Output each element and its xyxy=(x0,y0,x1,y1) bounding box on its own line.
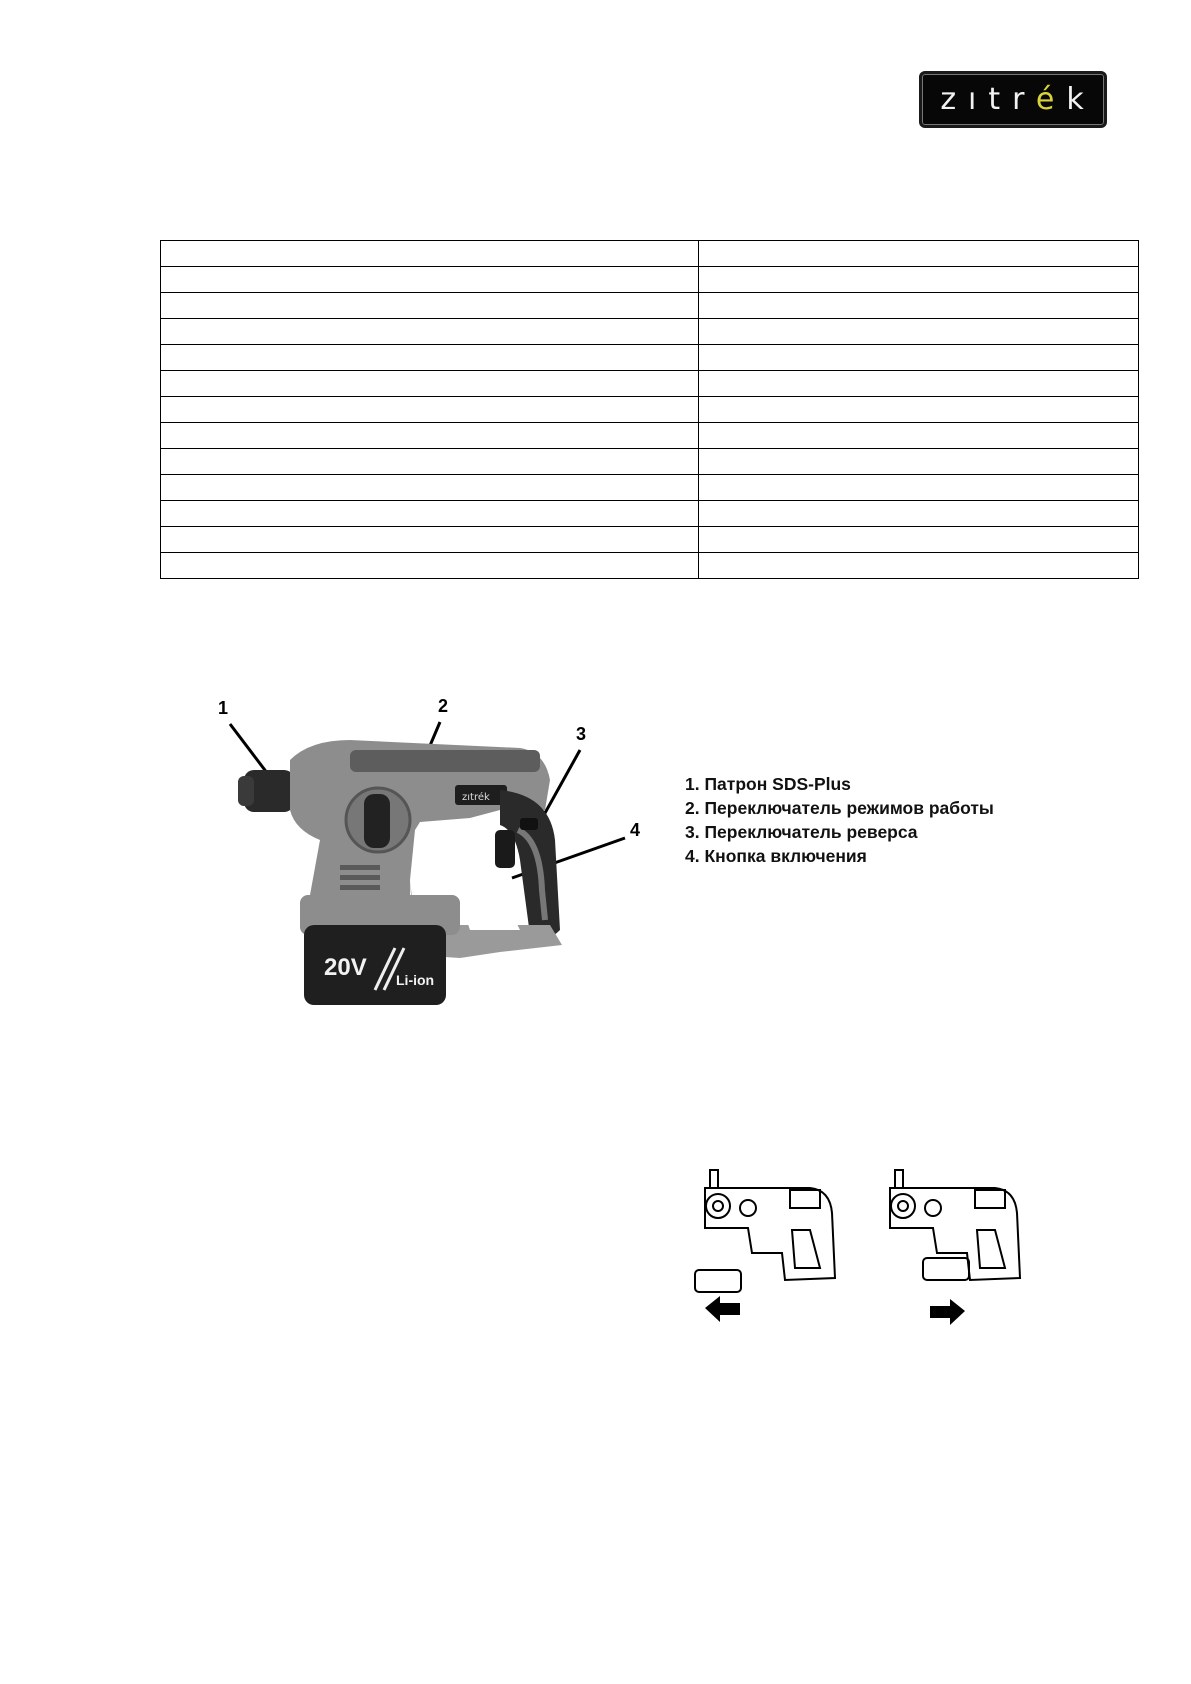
spec-row xyxy=(161,267,1139,293)
callout-1: 1 xyxy=(218,698,229,718)
spec-row xyxy=(161,449,1139,475)
specifications-table xyxy=(160,240,1139,579)
hammer-drill-illustration xyxy=(200,690,670,1050)
spec-row xyxy=(161,293,1139,319)
brand-logo xyxy=(919,71,1107,128)
spec-name-cell xyxy=(161,241,699,267)
spec-value-cell xyxy=(699,527,1139,553)
spec-name-cell xyxy=(161,449,699,475)
spec-value-cell xyxy=(699,553,1139,579)
battery-install-figure xyxy=(875,1158,1035,1328)
spec-value-cell xyxy=(699,241,1139,267)
right-arrow-icon xyxy=(930,1299,965,1325)
reverse-switch xyxy=(520,818,538,830)
spec-row xyxy=(161,501,1139,527)
parts-legend xyxy=(685,772,994,868)
spec-value-cell xyxy=(699,345,1139,371)
battery-voltage: 20V xyxy=(324,954,367,981)
callout-2: 2 xyxy=(438,696,449,716)
spec-name-cell xyxy=(161,553,699,579)
spec-name-cell xyxy=(161,371,699,397)
spec-value-cell xyxy=(699,475,1139,501)
battery-removal-figure xyxy=(690,1158,850,1328)
spec-row xyxy=(161,397,1139,423)
spec-row xyxy=(161,553,1139,579)
battery-type: Li-ion xyxy=(396,972,435,988)
spec-value-cell xyxy=(699,501,1139,527)
spec-value-cell xyxy=(699,449,1139,475)
spec-row xyxy=(161,475,1139,501)
callout-3: 3 xyxy=(576,724,587,744)
trigger-button xyxy=(495,830,515,868)
spec-name-cell xyxy=(161,397,699,423)
callout-4: 4 xyxy=(630,820,641,840)
spec-row xyxy=(161,371,1139,397)
spec-row xyxy=(161,319,1139,345)
spec-name-cell xyxy=(161,293,699,319)
spec-value-cell xyxy=(699,397,1139,423)
spec-name-cell xyxy=(161,319,699,345)
spec-value-cell xyxy=(699,371,1139,397)
spec-row xyxy=(161,345,1139,371)
left-arrow-icon xyxy=(705,1296,740,1322)
spec-name-cell xyxy=(161,423,699,449)
legend-item: 2. Переключатель режимов работы xyxy=(685,798,994,818)
legend-item: 1. Патрон SDS-Plus xyxy=(685,774,851,794)
spec-name-cell xyxy=(161,501,699,527)
spec-row xyxy=(161,527,1139,553)
spec-row xyxy=(161,241,1139,267)
spec-name-cell xyxy=(161,475,699,501)
spec-value-cell xyxy=(699,319,1139,345)
spec-value-cell xyxy=(699,267,1139,293)
spec-name-cell xyxy=(161,267,699,293)
spec-name-cell xyxy=(161,527,699,553)
spec-name-cell xyxy=(161,345,699,371)
brand-logo-text: zıtrék xyxy=(940,82,1096,117)
spec-value-cell xyxy=(699,293,1139,319)
legend-item: 4. Кнопка включения xyxy=(685,846,867,866)
legend-item: 3. Переключатель реверса xyxy=(685,822,918,842)
drill-body-logo: zıtrék xyxy=(462,792,490,803)
spec-row xyxy=(161,423,1139,449)
spec-value-cell xyxy=(699,423,1139,449)
